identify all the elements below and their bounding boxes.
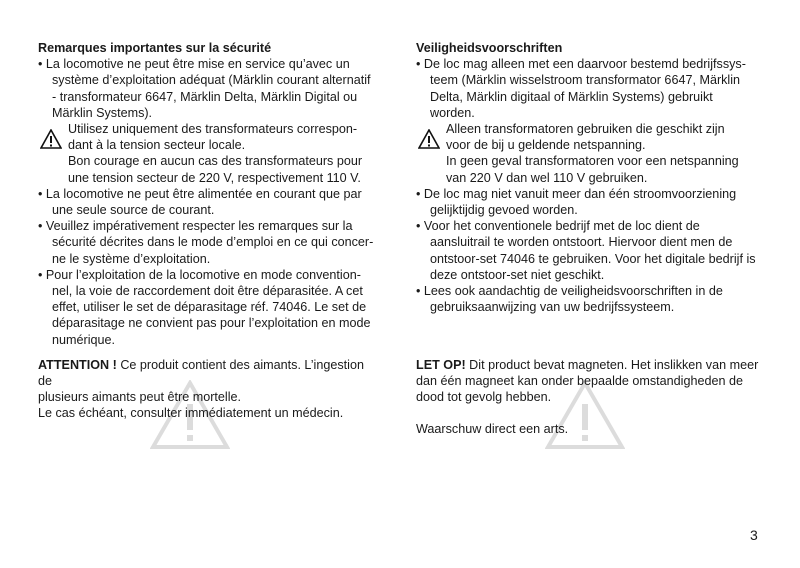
right-attention-label: LET OP!	[416, 358, 466, 372]
right-b4-line: gebruiksaanwijzing van uw bedrijfssysteem.	[430, 300, 675, 315]
left-bullet-1	[38, 56, 378, 121]
left-attention-label: ATTENTION !	[38, 358, 117, 372]
right-warn-line: voor de bij u geldende netspanning.	[446, 138, 646, 153]
left-warn-line: Utilisez uniquement des transformateurs correspon-	[68, 122, 358, 137]
left-bullet-3	[38, 218, 378, 267]
left-b1-line: - transformateur 6647, Märklin Delta, Märklin Digital ou	[52, 89, 358, 104]
right-b1-line: • De loc mag alleen met een daarvoor bestemd bedrijfssys-	[416, 57, 746, 72]
left-warn-line: dant à la tension secteur locale.	[68, 138, 246, 153]
left-b3-line: • Veuillez impérativement respecter les remarques sur la	[38, 219, 353, 234]
right-b3-line: aansluitrail te worden ontstoort. Hiervoor dient men de	[430, 235, 733, 250]
right-b4-line: • Lees ook aandachtig de veiligheidsvoorschriften in de	[416, 284, 723, 299]
right-b1-line: Delta, Märklin digitaal of Märklin Systems) gebruikt	[430, 89, 713, 104]
right-attention-text: Dit product bevat magneten. Het inslikken van meer	[465, 358, 759, 372]
right-b3-line: • Voor het conventionele bedrijf met de loc dient de	[416, 219, 700, 234]
right-doctor-note: Waarschuw direct een arts.	[416, 422, 569, 436]
right-bullet-1	[416, 56, 762, 121]
right-b1-line: worden.	[430, 105, 475, 120]
left-attention-paragraph	[38, 357, 370, 406]
left-heading: Remarques importantes sur la sécurité	[38, 41, 272, 55]
right-b2-line: gelijktijdig gevoed worden.	[430, 203, 578, 218]
right-warn-line: van 220 V dan wel 110 V gebruiken.	[446, 170, 648, 185]
right-attention-paragraph	[416, 357, 762, 406]
right-bullet-4	[416, 283, 762, 315]
right-warning-block	[416, 121, 762, 186]
left-attention-text-2: plusieurs aimants peut être mortelle.	[38, 390, 241, 405]
right-warn-line: In geen geval transformatoren voor een netspanning	[446, 154, 739, 169]
right-column	[416, 40, 762, 315]
warning-triangle-icon	[40, 129, 62, 149]
left-column	[38, 40, 378, 348]
right-b2-line: • De loc mag niet vanuit meer dan één stroomvoorziening	[416, 186, 737, 201]
left-b4-line: déparasitage ne convient pas pour l’exploitation en mode	[52, 316, 371, 331]
left-attention-text: Ce produit contient des aimants. L’ingestion de	[38, 358, 364, 389]
left-b1-line: • La locomotive ne peut être mise en service qu’avec un	[38, 57, 350, 72]
left-warn-line: une tension secteur de 220 V, respectivement 110 V.	[68, 170, 361, 185]
left-b4-line: effet, utiliser le set de déparasitage réf. 74046. Le set de	[52, 300, 367, 315]
right-bullet-3	[416, 218, 762, 283]
left-b3-line: sécurité décrites dans le mode d’emploi en ce qui concer-	[52, 235, 374, 250]
right-b3-line: ontstoor-set 74046 te gebruiken. Voor het digitale bedrijf is	[430, 251, 756, 266]
left-bullet-2	[38, 186, 378, 218]
right-b3-line: deze ontstoor-set niet geschikt.	[430, 267, 605, 282]
left-warning-block	[38, 121, 378, 186]
left-b3-line: ne le système d’exploitation.	[52, 251, 211, 266]
left-bullet-4	[38, 267, 378, 348]
left-b2-line: • La locomotive ne peut être alimentée en courant que par	[38, 186, 362, 201]
left-b4-line: nel, la voie de raccordement doit être déparasitée. A cet	[52, 284, 363, 299]
right-bullet-2	[416, 186, 762, 218]
right-heading: Veiligheidsvoorschriften	[416, 41, 563, 55]
right-warn-line: Alleen transformatoren gebruiken die geschikt zijn	[446, 122, 725, 137]
left-b1-line: système d’exploitation adéquat (Märklin courant alternatif	[52, 73, 371, 88]
right-attention-text-3: dood tot gevolg hebben.	[416, 390, 552, 405]
left-warn-line: Bon courage en aucun cas des transformateurs pour	[68, 154, 363, 169]
left-b2-line: une seule source de courant.	[52, 203, 215, 218]
right-b1-line: teem (Märklin wisselstroom transformator 6647, Märklin	[430, 73, 741, 88]
left-b4-line: • Pour l’exploitation de la locomotive en mode convention-	[38, 267, 361, 282]
left-doctor-note: Le cas échéant, consulter immédiatement un médecin.	[38, 406, 344, 420]
left-b4-line: numérique.	[52, 332, 116, 347]
right-attention-text-2: dan één magneet kan onder bepaalde omstandigheden de	[416, 374, 744, 389]
page-number: 3	[750, 527, 758, 543]
warning-triangle-icon	[418, 129, 440, 149]
left-b1-line: Märklin Systems).	[52, 105, 153, 120]
